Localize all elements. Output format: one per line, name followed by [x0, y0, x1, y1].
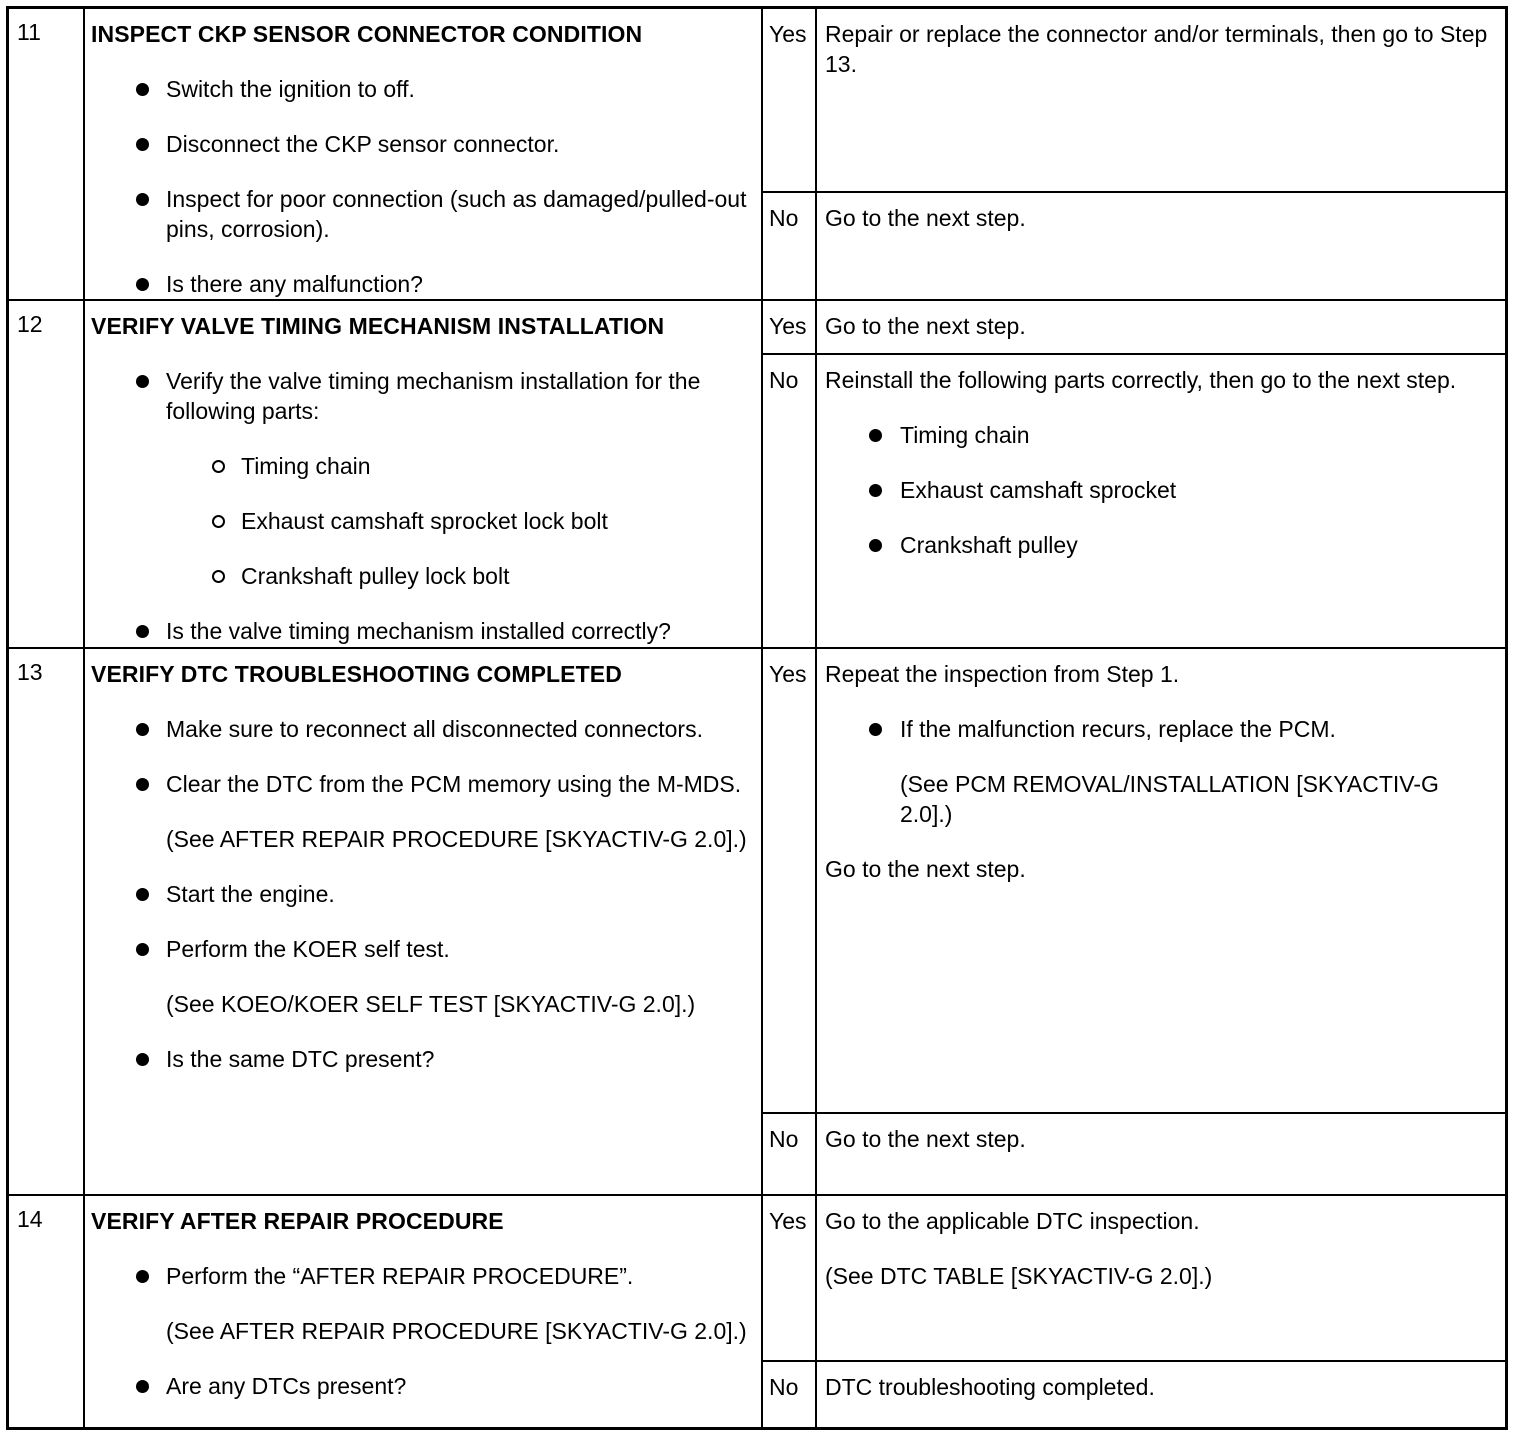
step-number: 11	[17, 19, 41, 45]
step-number: 12	[17, 311, 43, 337]
list-item: Inspect for poor connection (such as damaged/pulled-out pins, corrosion).	[91, 184, 751, 244]
no-result	[763, 1114, 1505, 1196]
result-text: Go to the next step.	[825, 1126, 1026, 1152]
result-text: (See DTC TABLE [SKYACTIV-G 2.0].)	[825, 1263, 1213, 1289]
yes-label: Yes	[769, 661, 807, 687]
yes-text	[825, 1206, 1495, 1291]
no-text	[825, 1372, 1495, 1402]
list-item: Is there any malfunction?	[91, 269, 751, 299]
no-label: No	[769, 205, 799, 231]
list-item: Switch the ignition to off.	[91, 74, 751, 104]
step-row-12	[9, 301, 1505, 649]
step-bullets	[91, 714, 751, 1074]
sub-list-item: Crankshaft pulley lock bolt	[91, 561, 751, 591]
list-item: Crankshaft pulley	[825, 530, 1495, 560]
list-item-text: If the malfunction recurs, replace the PCM.	[900, 716, 1336, 742]
yes-label: Yes	[769, 313, 807, 339]
no-result	[763, 1362, 1505, 1427]
yes-result	[763, 1196, 1505, 1360]
yes-label: Yes	[769, 21, 807, 47]
yes-result	[763, 301, 1505, 353]
step-title: VERIFY VALVE TIMING MECHANISM INSTALLATION	[91, 313, 665, 339]
list-item-text: Perform the “AFTER REPAIR PROCEDURE”.	[166, 1263, 634, 1289]
result-text: Go to the applicable DTC inspection.	[825, 1208, 1200, 1234]
step-row-11	[9, 9, 1505, 301]
list-item-text: Verify the valve timing mechanism installation for the following parts:	[166, 368, 701, 424]
list-item: Is the valve timing mechanism installed correctly?	[91, 616, 751, 646]
step-number: 13	[17, 659, 43, 685]
result-text: DTC troubleshooting completed.	[825, 1374, 1155, 1400]
no-result	[763, 355, 1505, 647]
list-item	[91, 1261, 751, 1346]
step-title: VERIFY AFTER REPAIR PROCEDURE	[91, 1208, 504, 1234]
result-text: Repair or replace the connector and/or terminals, then go to Step 13.	[825, 21, 1488, 77]
result-text: Go to the next step.	[825, 205, 1026, 231]
result-text: Reinstall the following parts correctly, then go to the next step.	[825, 367, 1457, 393]
result-bullets	[825, 714, 1495, 829]
no-label: No	[769, 1126, 799, 1152]
no-text	[825, 1124, 1495, 1154]
yes-result	[763, 9, 1505, 191]
yes-text	[825, 19, 1495, 79]
yes-result	[763, 649, 1505, 1112]
list-item-text: Perform the KOER self test.	[166, 936, 450, 962]
list-item	[91, 934, 751, 1019]
step-title: VERIFY DTC TROUBLESHOOTING COMPLETED	[91, 661, 622, 687]
list-item: Disconnect the CKP sensor connector.	[91, 129, 751, 159]
step-row-14	[9, 1196, 1505, 1427]
result-text: Go to the next step.	[825, 313, 1026, 339]
no-text	[825, 203, 1495, 233]
list-item: Are any DTCs present?	[91, 1371, 751, 1401]
list-item	[825, 714, 1495, 829]
procedure-table	[6, 6, 1508, 1430]
step-action	[91, 311, 751, 646]
step-action	[91, 1206, 751, 1401]
reference-note: (See AFTER REPAIR PROCEDURE [SKYACTIV-G 2.0].)	[166, 826, 747, 852]
sub-list-item: Exhaust camshaft sprocket lock bolt	[91, 506, 751, 536]
list-item: Is the same DTC present?	[91, 1044, 751, 1074]
reference-note: (See PCM REMOVAL/INSTALLATION [SKYACTIV-G 2.0].)	[900, 771, 1439, 827]
no-label: No	[769, 1374, 799, 1400]
step-number: 14	[17, 1206, 43, 1232]
step-action	[91, 659, 751, 1074]
yes-text	[825, 659, 1495, 884]
result-text: Go to the next step.	[825, 856, 1026, 882]
sub-list	[166, 451, 751, 591]
list-item	[91, 366, 751, 591]
no-label: No	[769, 367, 799, 393]
list-item-text: Clear the DTC from the PCM memory using the M-MDS.	[166, 771, 742, 797]
result-text: Repeat the inspection from Step 1.	[825, 661, 1180, 687]
reference-note: (See KOEO/KOER SELF TEST [SKYACTIV-G 2.0].)	[166, 991, 696, 1017]
step-bullets	[91, 366, 751, 646]
sub-list-item: Timing chain	[91, 451, 751, 481]
list-item: Make sure to reconnect all disconnected connectors.	[91, 714, 751, 744]
step-bullets	[91, 1261, 751, 1401]
yes-label: Yes	[769, 1208, 807, 1234]
yes-text	[825, 311, 1495, 341]
reference-note: (See AFTER REPAIR PROCEDURE [SKYACTIV-G 2.0].)	[166, 1318, 747, 1344]
list-item: Start the engine.	[91, 879, 751, 909]
no-result	[763, 193, 1505, 301]
step-title: INSPECT CKP SENSOR CONNECTOR CONDITION	[91, 21, 643, 47]
step-row-13	[9, 649, 1505, 1196]
no-text	[825, 365, 1495, 560]
list-item: Exhaust camshaft sprocket	[825, 475, 1495, 505]
list-item: Timing chain	[825, 420, 1495, 450]
list-item	[91, 769, 751, 854]
step-action	[91, 19, 751, 299]
step-bullets	[91, 74, 751, 299]
result-bullets	[825, 420, 1495, 560]
